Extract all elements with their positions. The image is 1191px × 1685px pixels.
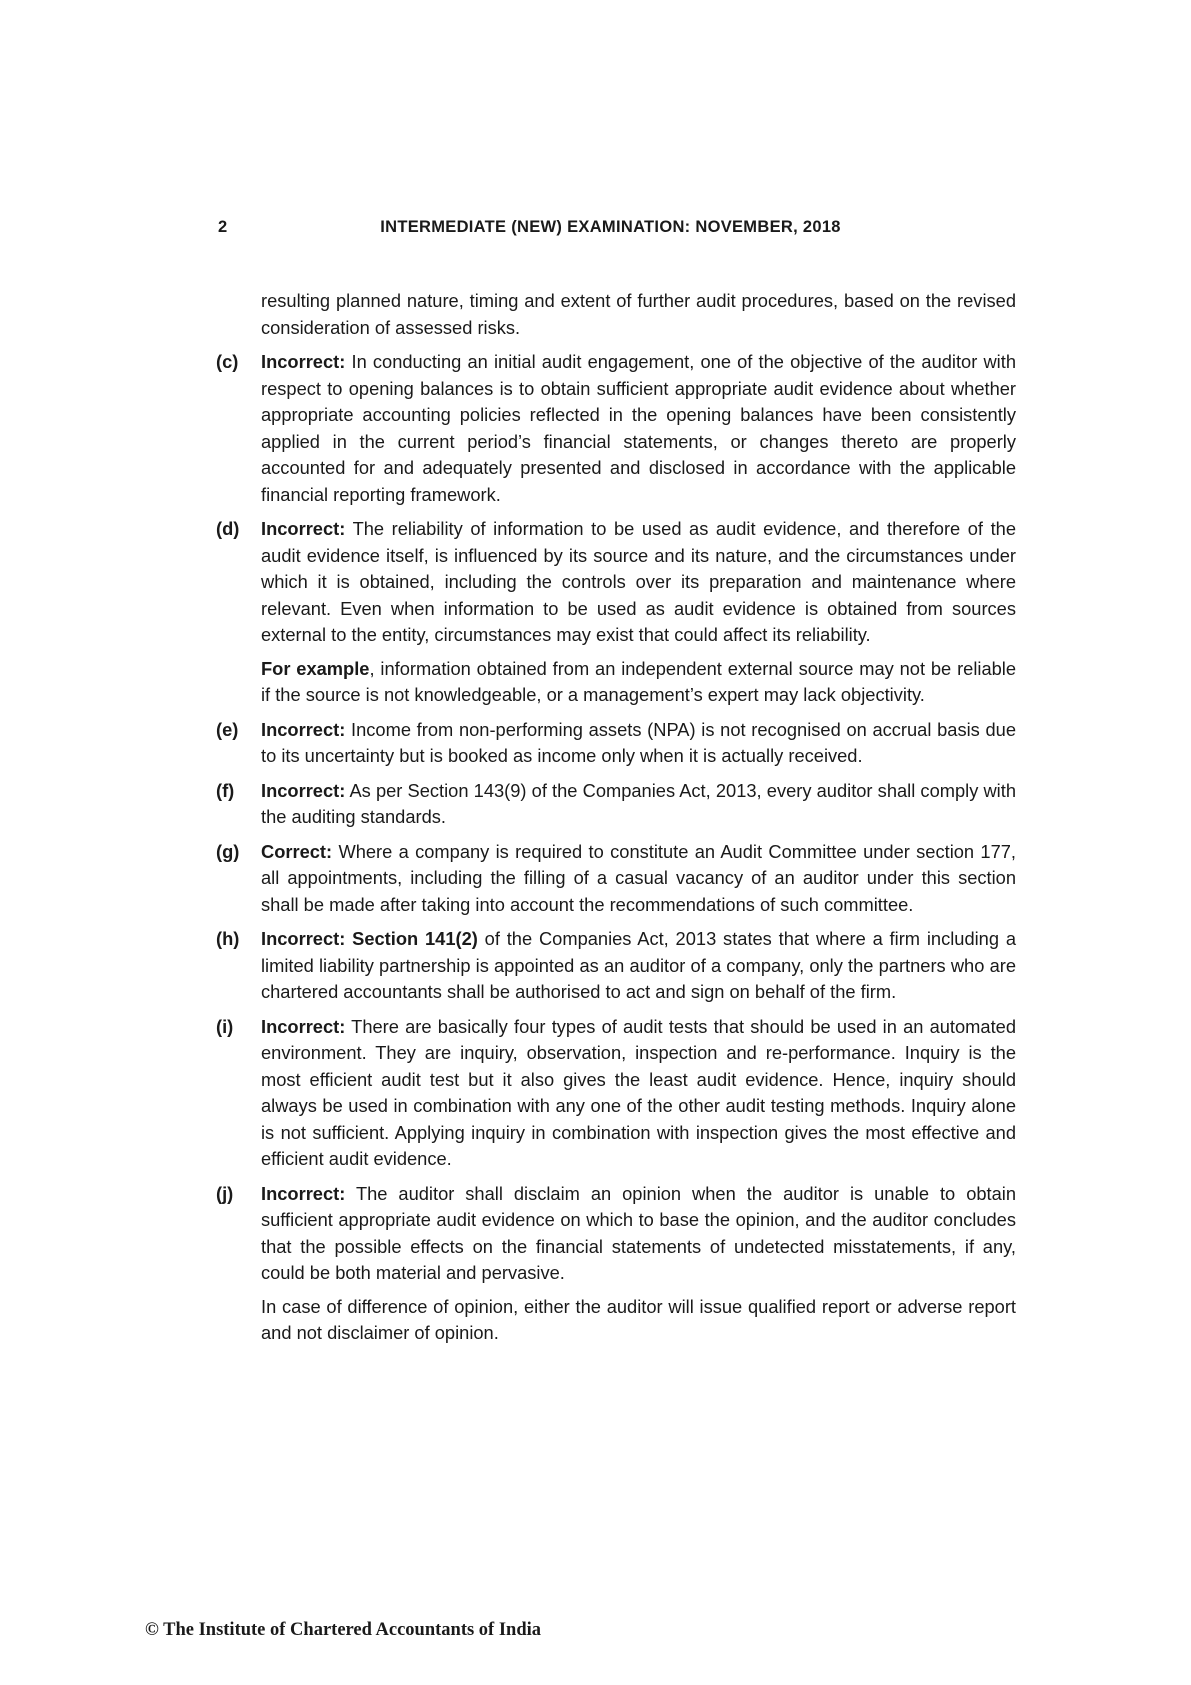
item-label: (i) — [216, 1015, 234, 1037]
item-body — [261, 349, 1016, 508]
item-text: The reliability of information to be used as audit evidence, and therefore of the audit evidence itself, is influenced by its source and its nature, and the circumstances under which it is obtained, including the controls over its preparation and maintenance where relevant. Even when information to be used as audit evidence is obtained from sources external to the entity, circumstances may exist that could affect its reliability. — [261, 518, 1016, 645]
item-note: In case of difference of opinion, either the auditor will issue qualified report or adverse report and not disclaimer of opinion. — [261, 1295, 1016, 1343]
example-lead: For example — [261, 657, 370, 679]
page-header — [218, 218, 1003, 242]
item-label: (j) — [216, 1182, 234, 1204]
item-body — [261, 778, 1016, 831]
item-body — [261, 926, 1016, 1006]
item-label: (e) — [216, 718, 239, 740]
page-footer: © The Institute of Chartered Accountants of India — [145, 1620, 542, 1640]
item-body — [261, 839, 1016, 919]
item-text: Income from non-performing assets (NPA) is not recognised on accrual basis due to its uncertainty but is booked as income only when it is actually received. — [261, 718, 1016, 766]
page-number: 2 — [218, 218, 228, 236]
item-body — [261, 1181, 1016, 1287]
item-lead: Incorrect: — [261, 518, 346, 539]
answer-item-h — [216, 926, 1016, 1006]
item-label: (f) — [216, 779, 235, 801]
item-lead: Incorrect: — [261, 1182, 346, 1204]
item-text: There are basically four types of audit tests that should be used in an automated environment. They are inquiry, observation, inspection and re-performance. Inquiry is the most efficient audit test but it also gives the least audit evidence. Hence, inquiry should always be used in combination with any one of the other audit testing methods. Inquiry alone is not sufficient. Applying inquiry in combination with inspection gives the most effective and efficient audit evidence. — [261, 1015, 1016, 1169]
answer-item-d — [216, 516, 1016, 709]
page-title: INTERMEDIATE (NEW) EXAMINATION: NOVEMBER, 2018 — [380, 218, 841, 236]
answer-item-j — [216, 1181, 1016, 1347]
item-text: Where a company is required to constitute an Audit Committee under section 177, all appointments, including the filling of a casual vacancy of an auditor under this section shall be made after taking into account the recommendations of such committee. — [261, 840, 1016, 915]
item-text: of the Companies Act, 2013 states that where a firm including a limited liability partnership is appointed as an auditor of a company, only the partners who are chartered accountants shall be authorised to act and sign on behalf of the firm. — [261, 928, 1016, 1002]
item-lead: Incorrect: — [261, 1015, 346, 1037]
answer-item-f — [216, 778, 1016, 831]
answer-item-g — [216, 839, 1016, 919]
item-text: The auditor shall disclaim an opinion when the auditor is unable to obtain sufficient appropriate audit evidence on which to base the opinion, and the auditor concludes that the possible effects on the financial statements of undetected misstatements, if any, could be both material and pervasive. — [261, 1182, 1016, 1283]
item-body — [261, 717, 1016, 770]
item-lead: Incorrect: — [261, 779, 346, 801]
document-body — [216, 288, 1016, 1355]
item-body — [261, 516, 1016, 649]
item-example — [261, 656, 1016, 709]
item-label: (h) — [216, 928, 240, 949]
continued-paragraph: resulting planned nature, timing and extent of further audit procedures, based on the revised consideration of assessed risks. — [261, 290, 1016, 338]
item-lead: Incorrect: — [261, 351, 346, 372]
item-lead: Incorrect: — [261, 718, 346, 740]
item-lead: Correct: — [261, 840, 333, 862]
item-label: (c) — [216, 351, 239, 372]
answer-item-c — [216, 349, 1016, 508]
item-label: (g) — [216, 840, 240, 862]
item-text: As per Section 143(9) of the Companies Act, 2013, every auditor shall comply with the auditing standards. — [261, 779, 1016, 827]
item-body — [261, 1014, 1016, 1173]
example-text: , information obtained from an independent external source may not be reliable if the source is not knowledgeable, or a management’s expert may lack objectivity. — [261, 657, 1017, 705]
item-label: (d) — [216, 518, 240, 539]
answer-item-e — [216, 717, 1016, 770]
answer-item-i — [216, 1014, 1016, 1173]
item-lead: Incorrect: Section 141(2) — [261, 928, 478, 949]
item-text: In conducting an initial audit engagement, one of the objective of the auditor with respect to opening balances is to obtain sufficient appropriate audit evidence about whether appropriate accounting policies reflected in the opening balances have been consistently applied in the current period’s financial statements, or changes thereto are properly accounted for and adequately presented and disclosed in accordance with the applicable financial reporting framework. — [261, 351, 1016, 505]
